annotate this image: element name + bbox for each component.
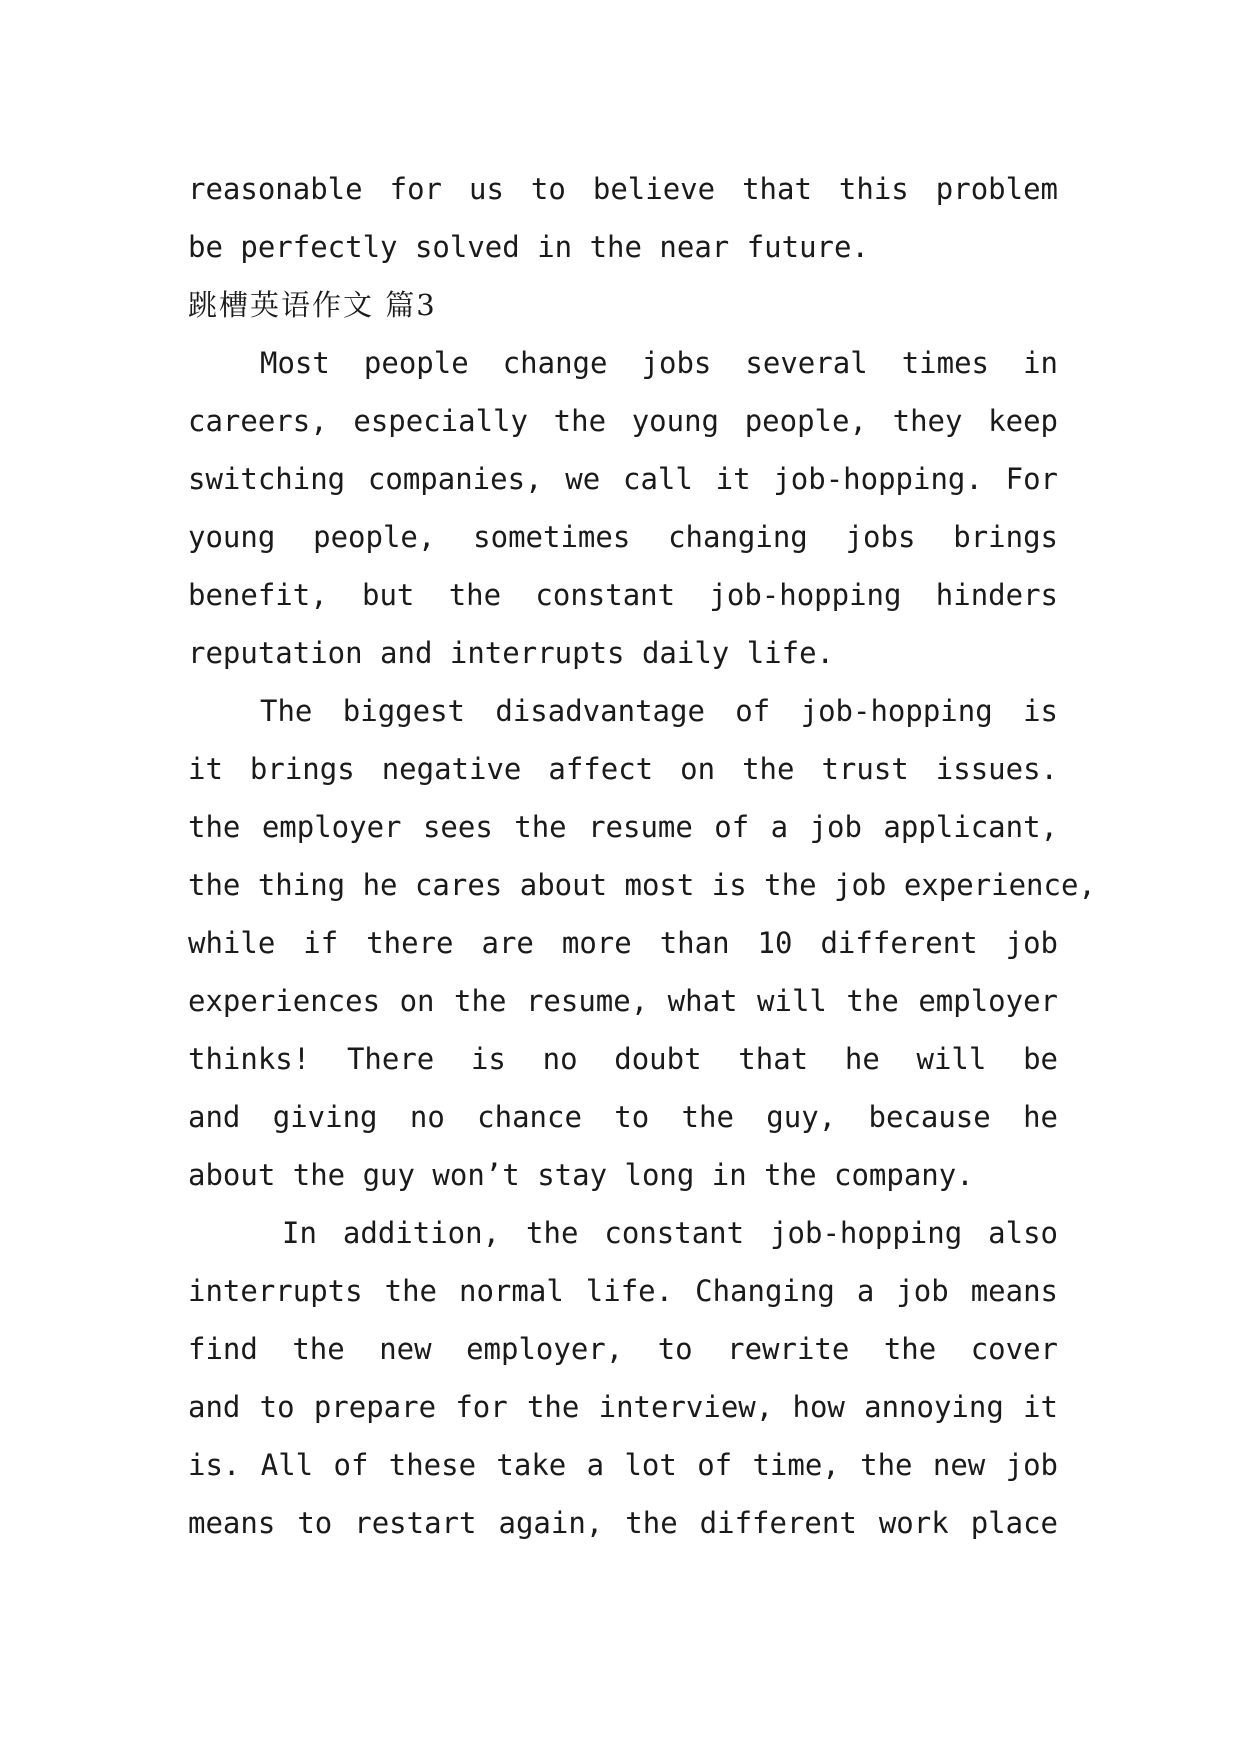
document-body [188, 160, 1096, 1552]
text-line: be perfectly solved in the near future. [188, 230, 869, 264]
text-line: while if there are more than 10 different job [188, 926, 1058, 960]
text-line: switching companies, we call it job-hopping. For [188, 462, 1058, 496]
text-line: thinks! There is no doubt that he will be [188, 1042, 1058, 1076]
text-line: the thing he cares about most is the job experience, [188, 868, 1096, 902]
text-line: and to prepare for the interview, how annoying it [188, 1390, 1058, 1424]
text-line: reputation and interrupts daily life. [188, 636, 835, 670]
paragraph-first-line: Most people change jobs several times in [260, 346, 1058, 380]
text-line: find the new employer, to rewrite the cover [188, 1332, 1058, 1366]
text-line: it brings negative affect on the trust issues. [188, 752, 1058, 786]
text-line: reasonable for us to believe that this problem [188, 172, 1058, 206]
text-line: the employer sees the resume of a job applicant, [188, 810, 1058, 844]
text-line: careers, especially the young people, they keep [188, 404, 1058, 438]
paragraph-first-line: In addition, the constant job-hopping also [282, 1216, 1058, 1250]
text-line: young people, sometimes changing jobs brings [188, 520, 1058, 554]
text-line: and giving no chance to the guy, because he [188, 1100, 1058, 1134]
text-line: about the guy won’t stay long in the company. [188, 1158, 974, 1192]
text-line: means to restart again, the different work place [188, 1506, 1058, 1540]
text-line: interrupts the normal life. Changing a job means [188, 1274, 1058, 1308]
text-line: benefit, but the constant job-hopping hinders [188, 578, 1058, 612]
section-heading: 跳槽英语作文 篇3 [188, 288, 437, 322]
paragraph-first-line: The biggest disadvantage of job-hopping is [260, 694, 1058, 728]
text-line: is. All of these take a lot of time, the new job [188, 1448, 1058, 1482]
text-line: experiences on the resume, what will the employer [188, 984, 1058, 1018]
